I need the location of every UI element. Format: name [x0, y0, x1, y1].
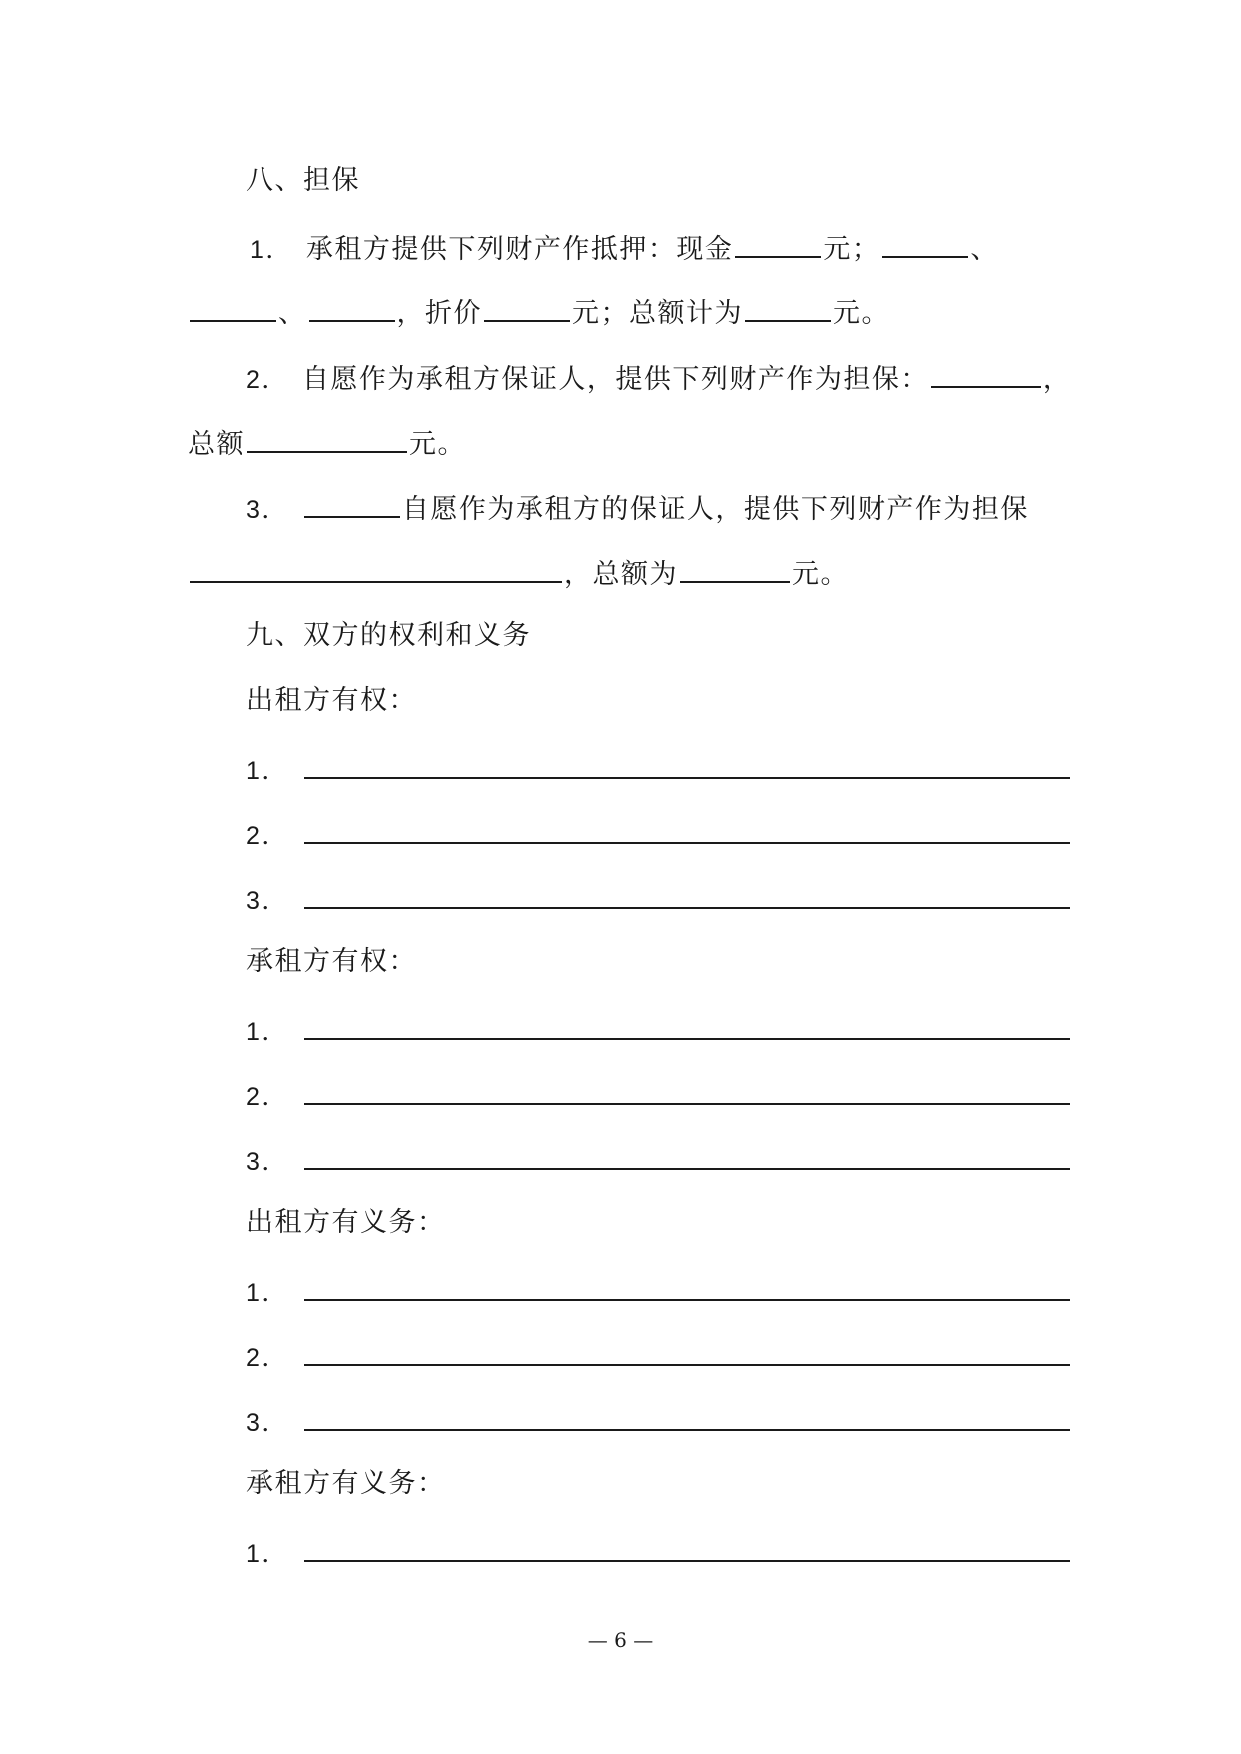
item-number: 3． [246, 1409, 288, 1437]
blank-field[interactable] [190, 553, 562, 583]
section-8-heading: 八、担保 [246, 165, 360, 196]
item-text: ，总额为 [564, 559, 678, 590]
item-text: 元； [823, 234, 881, 265]
item-text: 元。 [792, 559, 849, 590]
item-number: 1． [246, 757, 288, 785]
blank-field[interactable] [304, 1532, 1070, 1562]
item-number: 2． [246, 366, 288, 394]
item-text: 自愿作为承租方保证人，提供下列财产作为担保： [301, 364, 929, 395]
item-text: 元。 [409, 429, 466, 460]
lessee-rights-item-1 [246, 1010, 1072, 1050]
lessee-duties-item-1 [246, 1532, 1072, 1572]
blank-field[interactable] [304, 749, 1070, 779]
item-number: 1． [246, 1279, 288, 1307]
section-8-item-3-line-2 [188, 553, 849, 593]
blank-field[interactable] [304, 1401, 1070, 1431]
item-number: 2． [246, 1083, 288, 1111]
lessor-rights-heading: 出租方有权： [246, 685, 417, 716]
item-text: 、 [970, 234, 999, 265]
lessor-duties-heading: 出租方有义务： [246, 1207, 446, 1238]
lessor-rights-item-3 [246, 879, 1072, 919]
blank-field[interactable] [304, 1010, 1070, 1040]
lessor-duties-item-1 [246, 1271, 1072, 1311]
section-8-item-2-line-1 [246, 358, 1071, 398]
item-number: 1． [246, 1540, 288, 1568]
lessee-duties-heading: 承租方有义务： [246, 1468, 446, 1499]
blank-field[interactable] [745, 292, 831, 322]
lessor-rights-item-1 [246, 749, 1072, 789]
item-text: 承租方提供下列财产作抵押：现金 [305, 234, 734, 265]
page-number: — 6 — [587, 1628, 654, 1652]
lessee-rights-item-2 [246, 1075, 1072, 1115]
blank-field[interactable] [735, 228, 821, 258]
blank-field[interactable] [190, 292, 276, 322]
blank-field[interactable] [484, 292, 570, 322]
blank-field[interactable] [882, 228, 968, 258]
item-text: 元；总额计为 [572, 298, 743, 329]
item-text: 元。 [833, 298, 890, 329]
item-number: 2． [246, 1344, 288, 1372]
lessor-duties-item-3 [246, 1401, 1072, 1441]
section-8-item-1-line-2 [188, 292, 890, 332]
item-number: 3． [246, 1148, 288, 1176]
blank-field[interactable] [931, 358, 1041, 388]
blank-field[interactable] [304, 1271, 1070, 1301]
lessee-rights-heading: 承租方有权： [246, 946, 417, 977]
item-number: 2． [246, 822, 288, 850]
lessor-rights-item-2 [246, 814, 1072, 854]
lessee-rights-item-3 [246, 1140, 1072, 1180]
blank-field[interactable] [304, 1336, 1070, 1366]
item-text: 、 [278, 298, 307, 329]
blank-field[interactable] [680, 553, 790, 583]
section-8-item-2-line-2 [188, 423, 466, 463]
item-text: ， [1042, 364, 1072, 395]
blank-field[interactable] [304, 1075, 1070, 1105]
item-number: 3． [246, 496, 288, 524]
blank-field[interactable] [304, 1140, 1070, 1170]
blank-field[interactable] [309, 292, 395, 322]
blank-field[interactable] [247, 423, 407, 453]
section-9-heading: 九、双方的权利和义务 [246, 620, 531, 651]
lessor-duties-item-2 [246, 1336, 1072, 1376]
item-text: 自愿作为承租方的保证人，提供下列财产作为担保 [401, 494, 1029, 525]
item-text: ，折价 [396, 298, 482, 329]
item-number: 1． [246, 1018, 288, 1046]
section-8-item-1-line-1 [250, 228, 999, 268]
blank-field[interactable] [304, 879, 1070, 909]
blank-field[interactable] [304, 488, 400, 518]
item-number: 1． [250, 236, 292, 264]
item-text: 总额 [188, 429, 245, 460]
section-8-item-3-line-1 [246, 488, 1029, 528]
blank-field[interactable] [304, 814, 1070, 844]
item-number: 3． [246, 887, 288, 915]
